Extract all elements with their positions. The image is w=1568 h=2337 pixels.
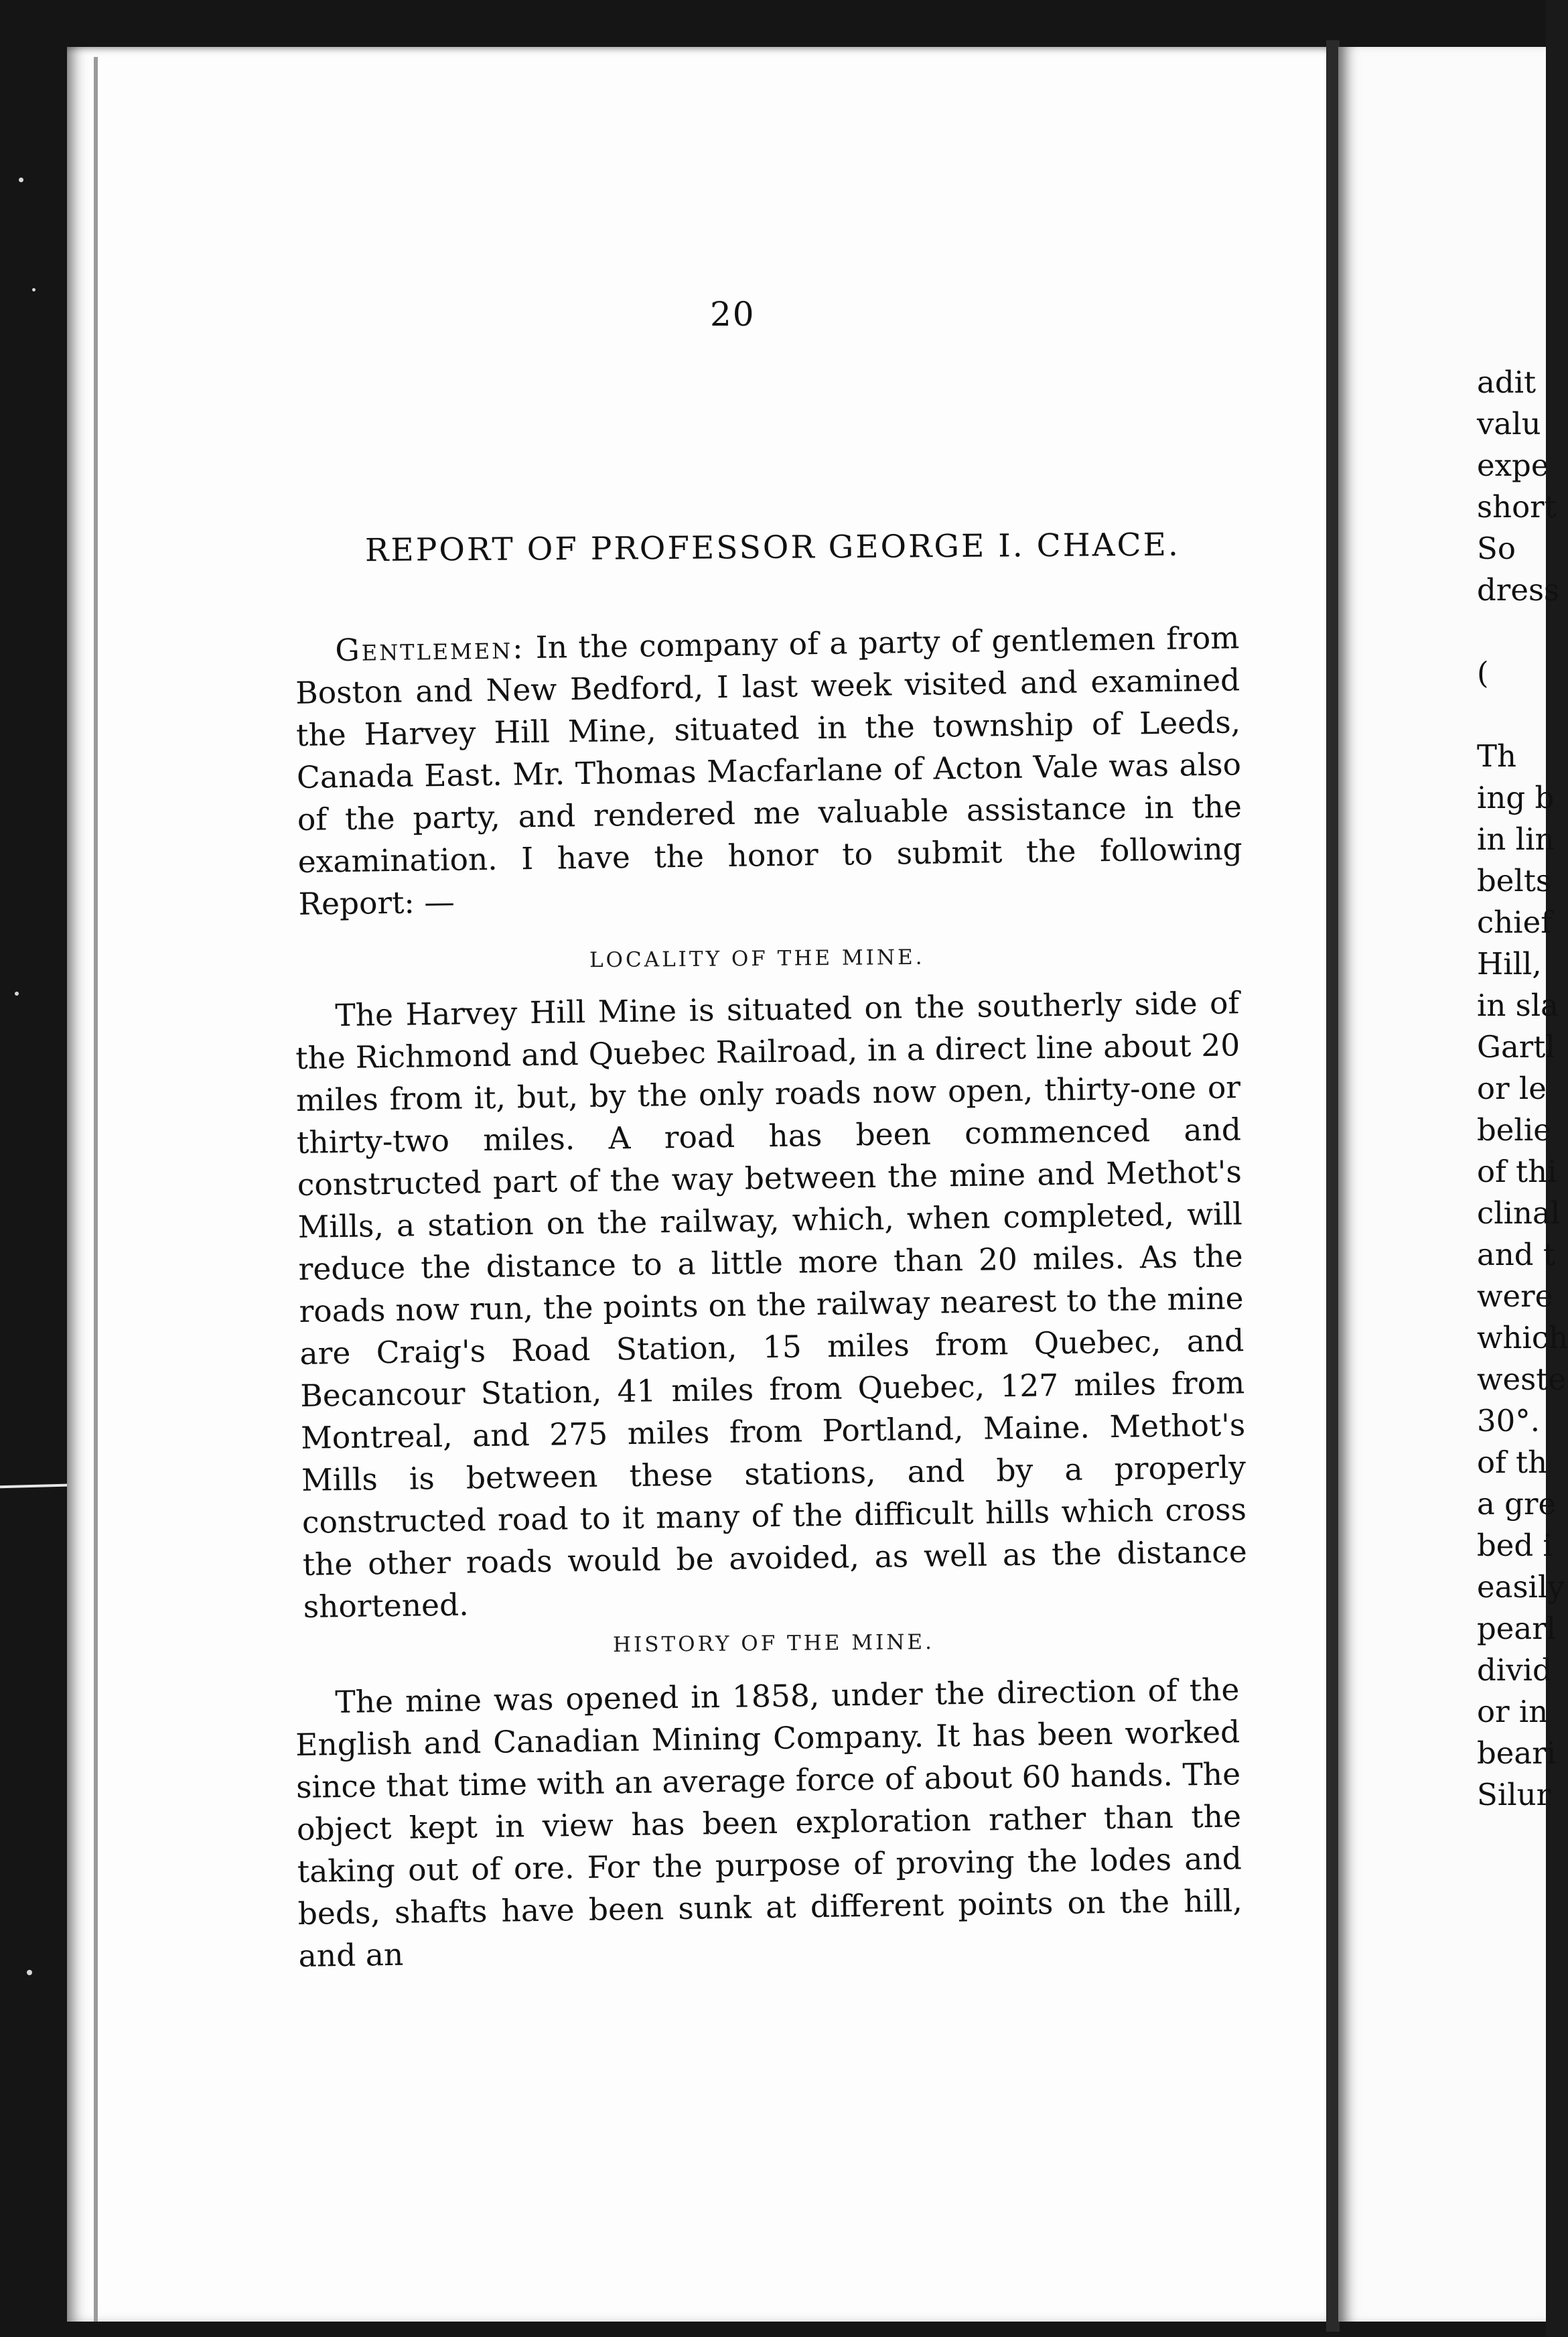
facing-line: clinal bbox=[1477, 1195, 1561, 1231]
scan-speck bbox=[15, 992, 19, 996]
section-heading-locality: LOCALITY OF THE MINE. bbox=[589, 945, 925, 973]
locality-paragraph: The Harvey Hill Mine is situated on the southerly side of the Richmond and Quebec Railroad, in a direct line about 20 miles from it, but, by the only roads now open, thirty-one or thirty-two miles. A road has been commenced and constructed part of the way between the mine and Methot's Mills, a station on the railway, which, when completed, will reduce the distance to a little more than 20 miles. As the roads now run, the points on the railway nearest to the mine are Craig's Road Station, 15 miles from Quebec, and Becancour Station, 41 miles from Quebec, 127 miles from Montreal, and 275 miles from Portland, Maine. Methot's Mills is between these stations, and by a properly constructed road to it many of the difficult hills which cross the other roads would be avoided, as well as the distance shortened. bbox=[295, 985, 1248, 1625]
facing-line: Gartl bbox=[1477, 1029, 1555, 1065]
facing-line: beari bbox=[1477, 1735, 1557, 1771]
facing-line: So bbox=[1477, 531, 1516, 566]
facing-line: weste bbox=[1477, 1361, 1566, 1397]
facing-line bbox=[1477, 694, 1551, 736]
facing-line: easily bbox=[1477, 1569, 1565, 1605]
page-number: 20 bbox=[710, 295, 756, 334]
facing-line: pearl bbox=[1477, 1611, 1557, 1646]
scan-speck bbox=[27, 1970, 32, 1975]
facing-line: of thi bbox=[1477, 1154, 1557, 1189]
intro-text: In the company of a party of gentlemen from Boston and New Bedford, I last week visited and examined the Harvey Hill Mine, situated in the township of Leeds, Canada East. Mr. Thomas Macfarlane of Acton Vale was also of the party, and rendered me valuable assistance in the examination. I have the honor to submit the following Report: — bbox=[295, 620, 1243, 922]
facing-line: short bbox=[1477, 489, 1557, 525]
scan-speck bbox=[32, 288, 35, 291]
facing-line: ing b bbox=[1477, 780, 1555, 815]
facing-line: or in bbox=[1477, 1694, 1549, 1729]
facing-line: adit bbox=[1477, 364, 1537, 400]
facing-line: belts bbox=[1477, 863, 1552, 898]
facing-line: which bbox=[1477, 1320, 1568, 1355]
facing-line: were bbox=[1477, 1278, 1553, 1314]
salutation: Gentlemen: bbox=[335, 630, 525, 669]
facing-line: Silur bbox=[1477, 1777, 1551, 1812]
page-title: REPORT OF PROFESSOR GEORGE I. CHACE. bbox=[364, 526, 1180, 570]
facing-line: and t bbox=[1477, 1237, 1556, 1272]
facing-line: Hill, bbox=[1477, 946, 1542, 982]
section-heading-history: HISTORY OF THE MINE. bbox=[612, 1629, 935, 1658]
facing-line: in sla bbox=[1477, 988, 1559, 1023]
facing-line: a gre bbox=[1477, 1486, 1557, 1522]
facing-line: of th bbox=[1477, 1445, 1548, 1480]
history-paragraph: The mine was opened in 1858, under the direction of the English and Canadian Mining Company. It has been worked since that time with an average force of about 60 hands. The object kept in view has been exploration rather than the taking out of ore. For the purpose of proving the lodes and beds, shafts have been sunk at different points on the hill, and an bbox=[295, 1672, 1243, 1974]
facing-line: Th bbox=[1477, 738, 1516, 774]
facing-line: ( bbox=[1477, 655, 1489, 691]
facing-line bbox=[1477, 611, 1551, 653]
facing-line: divid bbox=[1477, 1652, 1552, 1688]
facing-line: 30°. bbox=[1477, 1403, 1541, 1439]
facing-line: expe bbox=[1477, 448, 1549, 483]
facing-line: in lin bbox=[1477, 821, 1555, 857]
facing-line: dress bbox=[1477, 572, 1560, 608]
book-gutter bbox=[1326, 40, 1340, 2332]
scan-speck bbox=[19, 178, 23, 182]
facing-line: bed i bbox=[1477, 1528, 1553, 1563]
intro-paragraph bbox=[295, 616, 1243, 925]
facing-line: or le bbox=[1477, 1071, 1547, 1106]
facing-line: valu bbox=[1477, 406, 1541, 442]
facing-line: chief bbox=[1477, 905, 1552, 940]
facing-line: belie bbox=[1477, 1112, 1551, 1148]
page-edge bbox=[94, 57, 98, 2322]
facing-page-text bbox=[1477, 362, 1568, 1816]
